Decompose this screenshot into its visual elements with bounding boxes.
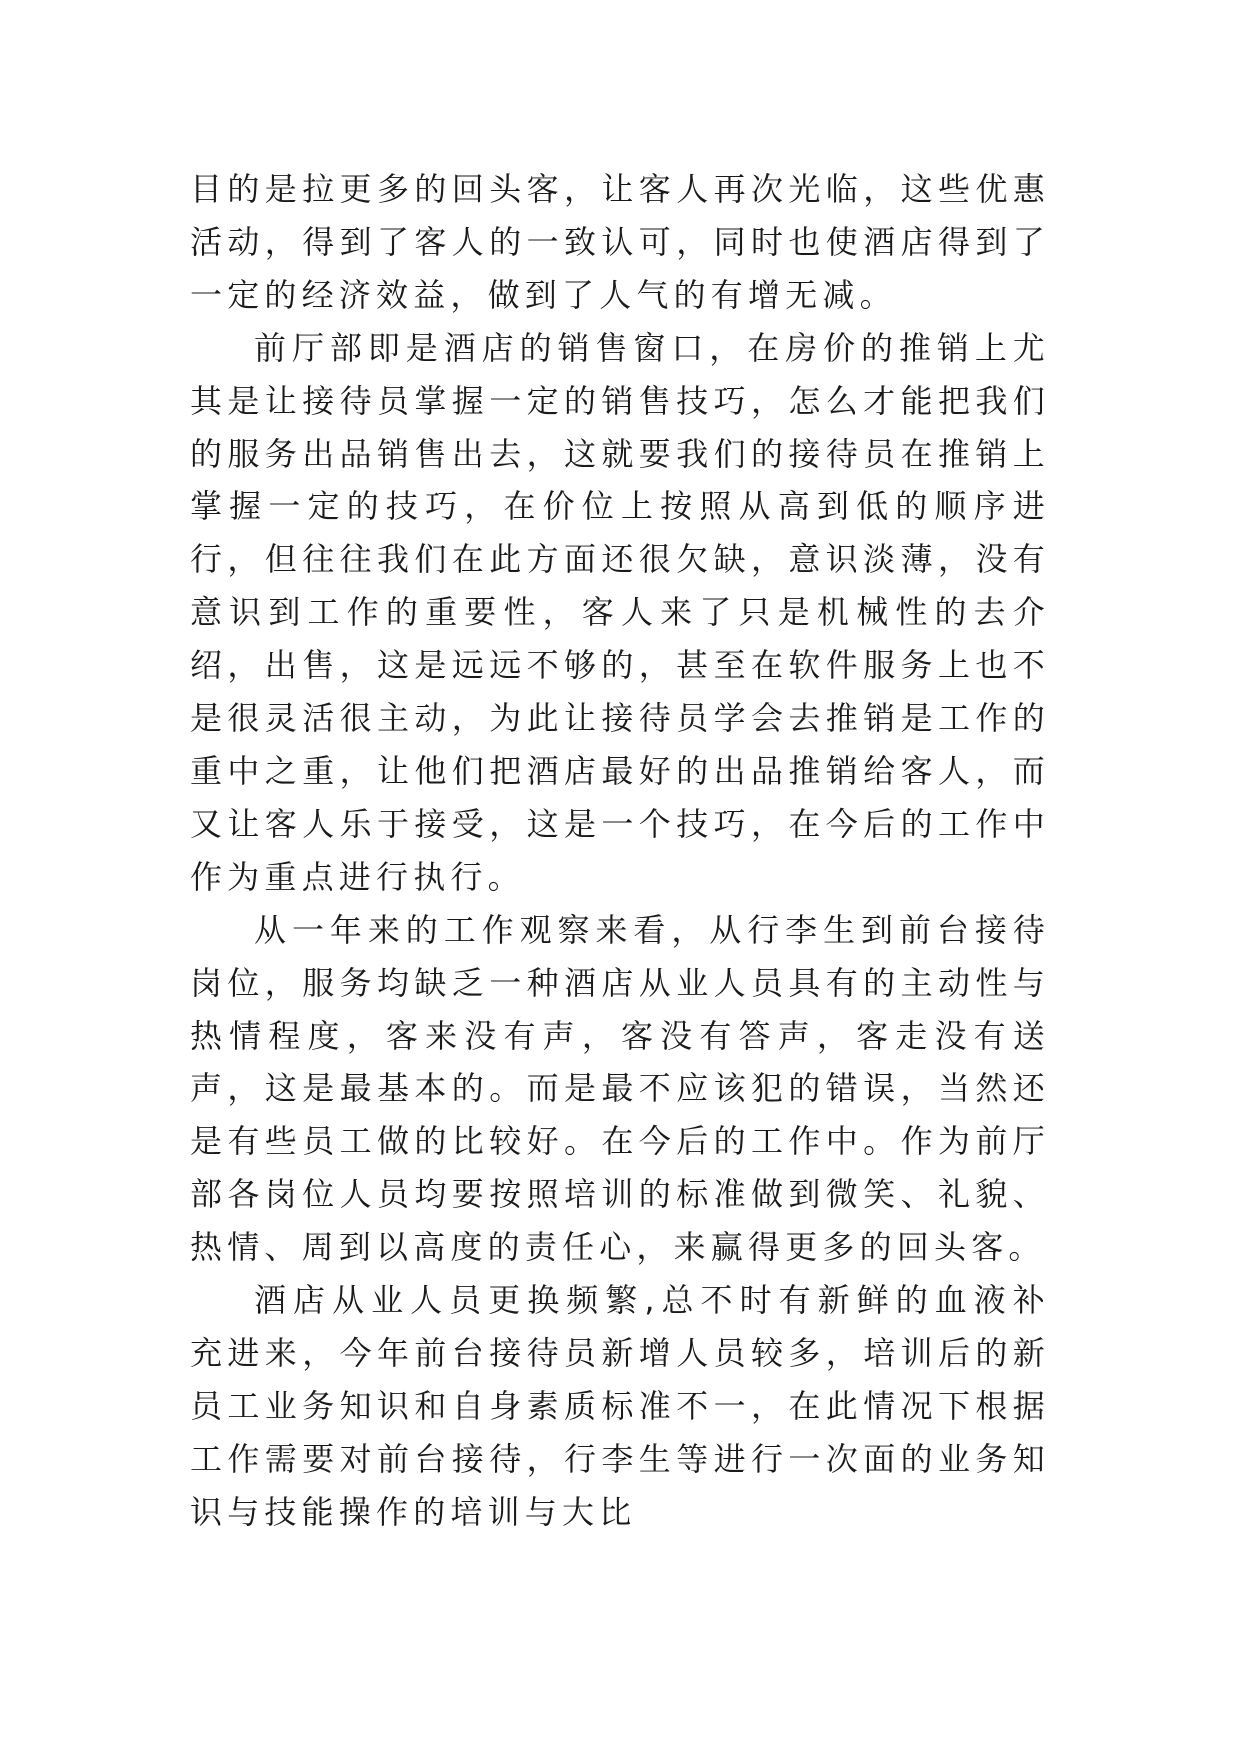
text-line: 来没有声，客没有答声，客走没有送声，这是最基本的。而 xyxy=(190,1016,1051,1108)
paragraph xyxy=(190,163,1050,322)
text-line: 价位上按照从高到低的顺序进行，但往往我们在此方面还很 xyxy=(190,487,1050,579)
paragraph xyxy=(190,904,1050,1274)
text-line: 前厅部即是酒店的销售窗口，在房价的推销上尤其是让 xyxy=(190,328,1050,420)
text-line: 机械性的去介绍，出售，这是远远不够的，甚至在软件服务 xyxy=(190,593,1051,685)
text-line: 目的是拉更多的回头客，让客人再次光临，这些优惠活动， xyxy=(190,170,1050,261)
text-line: 执行。 xyxy=(413,857,525,896)
text-line: 酒店从业人员更换频繁,总不时有新鲜的血液补充进来， xyxy=(190,1281,1050,1372)
text-line: 得到了客人的一致认可，同时也使酒店得到了一定的经济效 xyxy=(190,222,1050,314)
text-line: 后的工作中。作为前厅部各岗位人员均要按照培训的标准做 xyxy=(190,1122,1050,1214)
text-line: 是最不应该犯的错误，当然还是有些员工做的比较好。在今 xyxy=(190,1069,1050,1161)
paragraph xyxy=(190,1274,1050,1539)
text-line: 回头客。 xyxy=(896,1228,1046,1267)
text-line: 自身素质标准不一，在此情况下根据工作需要对前台接待， xyxy=(190,1386,1051,1478)
text-line: 欠缺，意识淡薄，没有意识到工作的重要性，客人来了只是 xyxy=(190,540,1050,632)
document-body xyxy=(190,163,1050,1539)
text-line: 从一年来的工作观察来看，从行李生到前台接待岗位， xyxy=(190,910,1050,1002)
text-line: 重中之重，让他们把酒店最好的出品推销给客人，而又让客 xyxy=(190,751,1050,843)
paragraph xyxy=(190,322,1050,904)
text-line: 今年前台接待员新增人员较多，培训后的新员工业务知识和 xyxy=(190,1333,1050,1425)
text-line: 接待员掌握一定的销售技巧，怎么才能把我们的服务出品销 xyxy=(190,381,1050,473)
text-line: 上也不是很灵活很主动，为此让接待员学会去推销是工作的 xyxy=(190,646,1050,738)
text-line: 人乐于接受，这是一个技巧，在今后的工作中作为重点进行 xyxy=(190,804,1050,896)
text-line: 到微笑、礼貌、热情、周到以高度的责任心，来赢得更多的 xyxy=(190,1175,1051,1267)
text-line: 服务均缺乏一种酒店从业人员具有的主动性与热情程度，客 xyxy=(190,963,1050,1055)
text-line: 售出去，这就要我们的接待员在推销上掌握一定的技巧，在 xyxy=(190,434,1051,526)
text-line: 行李生等进行一次面的业务知识与技能操作的培训与大比 xyxy=(190,1439,1050,1531)
text-line: 益，做到了人气的有增无减。 xyxy=(413,275,897,314)
